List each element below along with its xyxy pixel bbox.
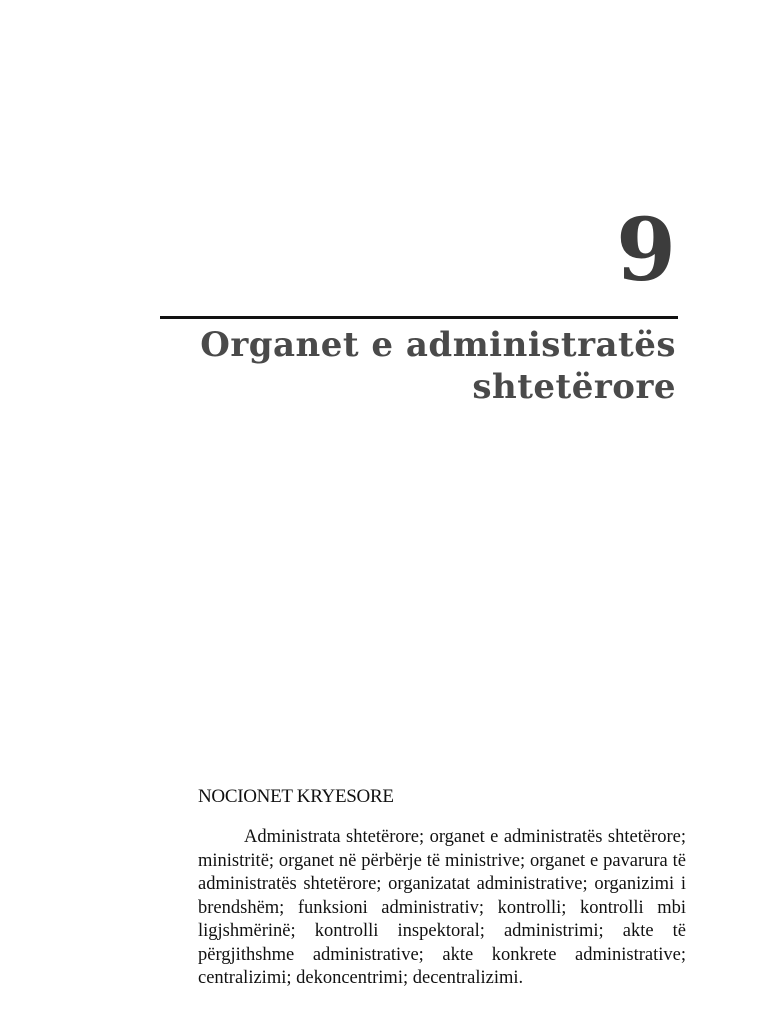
chapter-title — [156, 324, 676, 408]
chapter-title-line-2: shtetërore — [472, 367, 676, 407]
title-divider — [160, 316, 678, 319]
chapter-title-line-1: Organet e administratës — [200, 325, 676, 365]
chapter-number: 9 — [616, 200, 676, 301]
section-heading: NOCIONET KRYESORE — [198, 786, 394, 807]
key-concepts-paragraph: Administrata shtetërore; organet e administratës shtetërore; ministritë; organet në përbërje të ministrive; organet e pavarura të administratës shtetërore; organizatat administrative; organizimi i brendshëm; funksioni administrativ; kontrolli; kontrolli mbi ligjshmërinë; kontrolli inspektoral; administrimi; akte të përgjithshme administrative; akte konkrete administrative; centralizimi; dekoncentrimi; decentralizimi. — [198, 827, 686, 988]
